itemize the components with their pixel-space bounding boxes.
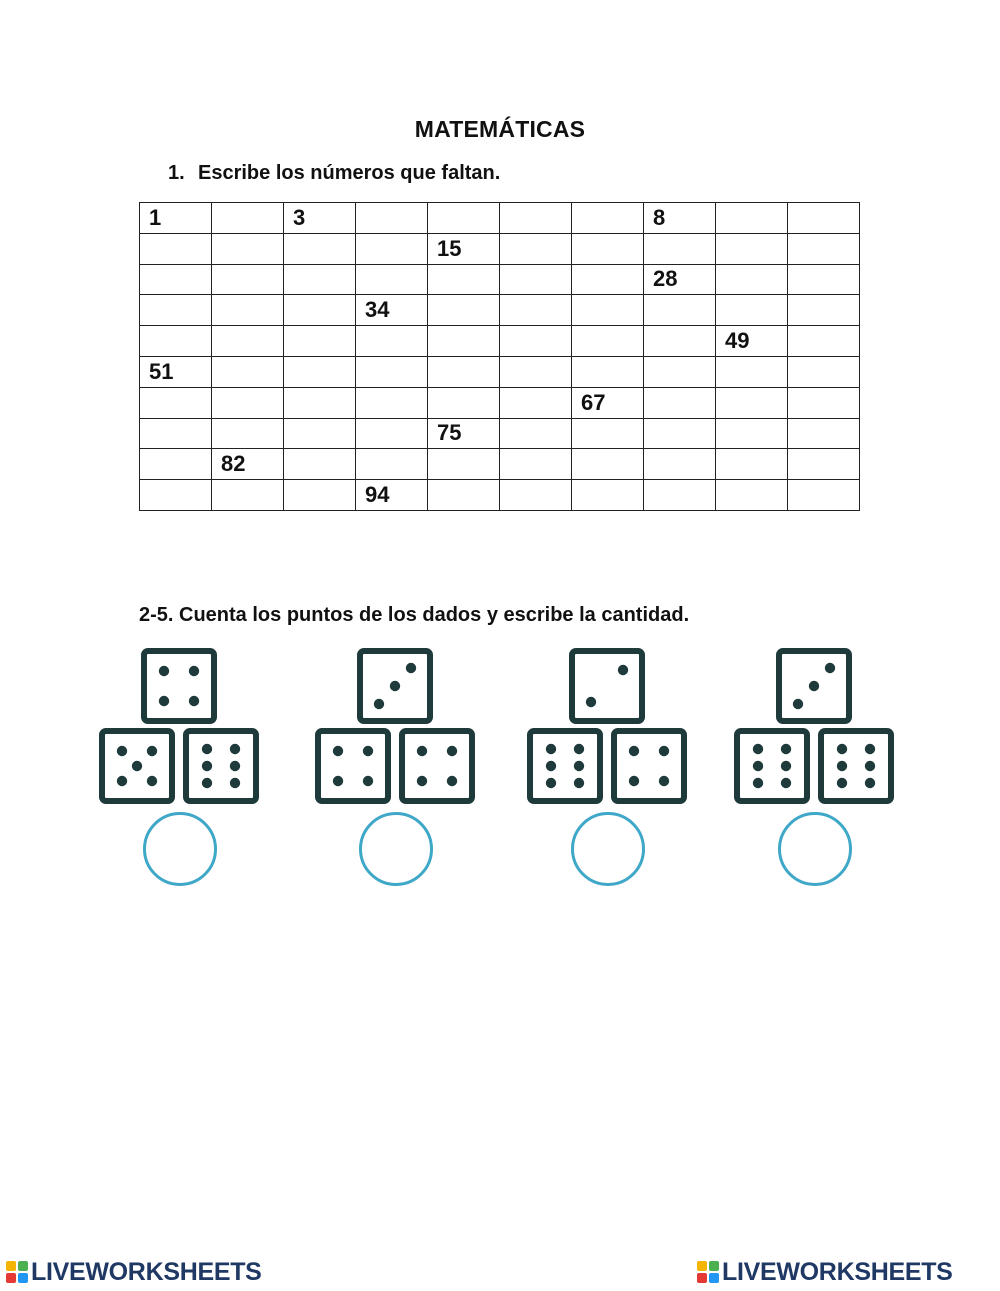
grid-cell-blank[interactable] <box>284 387 356 418</box>
logo-blocks-icon <box>697 1261 719 1283</box>
die-pip <box>417 746 427 756</box>
grid-cell-blank[interactable] <box>284 449 356 480</box>
logo-block <box>709 1273 719 1283</box>
die-bottom-right <box>183 728 259 804</box>
die-pip <box>793 699 803 709</box>
grid-cell-blank[interactable] <box>212 356 284 387</box>
die-pip <box>865 744 875 754</box>
grid-row <box>140 449 860 480</box>
grid-row <box>140 295 860 326</box>
die-pip <box>825 663 835 673</box>
die-face-icon <box>740 734 804 798</box>
dice-group-3 <box>315 648 479 890</box>
die-pip <box>447 776 457 786</box>
die-face-icon <box>147 654 211 718</box>
grid-cell-blank[interactable] <box>788 295 860 326</box>
grid-cell-blank[interactable] <box>140 418 212 449</box>
grid-row <box>140 326 860 357</box>
die-top <box>357 648 433 724</box>
die-face-icon <box>321 734 385 798</box>
grid-cell-blank[interactable] <box>644 449 716 480</box>
grid-cell-blank[interactable] <box>212 326 284 357</box>
die-pip <box>781 761 791 771</box>
grid-cell-blank[interactable] <box>284 264 356 295</box>
die-pip <box>230 761 240 771</box>
logo-block <box>6 1273 16 1283</box>
die-bottom-left <box>99 728 175 804</box>
die-pip <box>363 776 373 786</box>
grid-cell-given: 3 <box>284 203 356 234</box>
grid-cell-blank[interactable] <box>356 418 428 449</box>
grid-cell-given: 28 <box>644 264 716 295</box>
grid-cell-blank[interactable] <box>572 418 644 449</box>
grid-cell-blank[interactable] <box>500 449 572 480</box>
grid-cell-blank[interactable] <box>284 295 356 326</box>
grid-cell-blank[interactable] <box>428 356 500 387</box>
die-pip <box>230 744 240 754</box>
die-face-icon <box>105 734 169 798</box>
logo-block <box>18 1261 28 1271</box>
die-pip <box>390 681 400 691</box>
grid-cell-blank[interactable] <box>716 418 788 449</box>
die-face-icon <box>617 734 681 798</box>
grid-cell-blank[interactable] <box>572 480 644 511</box>
die-face-icon <box>782 654 846 718</box>
grid-cell-blank[interactable] <box>644 295 716 326</box>
liveworksheets-logo-left <box>6 1258 262 1286</box>
grid-cell-blank[interactable] <box>500 203 572 234</box>
die-pip <box>837 778 847 788</box>
question-2-heading: 2-5. Cuenta los puntos de los dados y escribe la cantidad. <box>139 604 690 626</box>
grid-cell-blank[interactable] <box>212 233 284 264</box>
die-pip <box>117 776 127 786</box>
die-pip <box>417 776 427 786</box>
answer-circle-input[interactable] <box>143 812 217 886</box>
grid-cell-blank[interactable] <box>356 449 428 480</box>
grid-row <box>140 233 860 264</box>
hundreds-grid <box>139 202 860 511</box>
grid-cell-blank[interactable] <box>716 264 788 295</box>
logo-block <box>6 1261 16 1271</box>
grid-cell-blank[interactable] <box>716 233 788 264</box>
question-1-number: 1. <box>168 162 185 184</box>
grid-cell-blank[interactable] <box>716 356 788 387</box>
grid-cell-blank[interactable] <box>356 356 428 387</box>
grid-cell-given: 82 <box>212 449 284 480</box>
grid-cell-blank[interactable] <box>356 326 428 357</box>
grid-cell-blank[interactable] <box>500 326 572 357</box>
die-pip <box>865 761 875 771</box>
grid-row <box>140 387 860 418</box>
die-bottom-right <box>818 728 894 804</box>
die-pip <box>374 699 384 709</box>
grid-cell-blank[interactable] <box>212 480 284 511</box>
die-pip <box>333 746 343 756</box>
grid-cell-blank[interactable] <box>572 326 644 357</box>
grid-cell-blank[interactable] <box>644 356 716 387</box>
die-pip <box>574 778 584 788</box>
page-title: MATEMÁTICAS <box>414 116 586 142</box>
grid-cell-blank[interactable] <box>788 264 860 295</box>
die-pip <box>363 746 373 756</box>
grid-row <box>140 356 860 387</box>
grid-cell-blank[interactable] <box>644 418 716 449</box>
grid-cell-blank[interactable] <box>788 480 860 511</box>
grid-cell-given: 49 <box>716 326 788 357</box>
die-pip <box>189 696 199 706</box>
grid-cell-given: 51 <box>140 356 212 387</box>
grid-cell-blank[interactable] <box>212 203 284 234</box>
die-bottom-right <box>611 728 687 804</box>
grid-row <box>140 203 860 234</box>
grid-cell-blank[interactable] <box>212 295 284 326</box>
grid-cell-blank[interactable] <box>572 203 644 234</box>
die-pip <box>546 761 556 771</box>
answer-circle-input[interactable] <box>778 812 852 886</box>
grid-cell-blank[interactable] <box>500 480 572 511</box>
grid-cell-blank[interactable] <box>284 356 356 387</box>
die-pip <box>147 746 157 756</box>
grid-cell-given: 34 <box>356 295 428 326</box>
die-bottom-left <box>315 728 391 804</box>
grid-cell-blank[interactable] <box>428 295 500 326</box>
dice-group-5 <box>734 648 898 890</box>
die-pip <box>659 776 669 786</box>
grid-cell-blank[interactable] <box>140 449 212 480</box>
logo-blocks-icon <box>6 1261 28 1283</box>
logo-text: LIVEWORKSHEETS <box>722 1257 953 1286</box>
die-pip <box>406 663 416 673</box>
logo-text: LIVEWORKSHEETS <box>31 1257 262 1286</box>
grid-cell-blank[interactable] <box>428 387 500 418</box>
question-1-text: Escribe los números que faltan. <box>198 162 501 184</box>
grid-cell-blank[interactable] <box>644 480 716 511</box>
die-pip <box>586 697 596 707</box>
grid-cell-blank[interactable] <box>644 326 716 357</box>
grid-cell-blank[interactable] <box>500 295 572 326</box>
die-pip <box>837 744 847 754</box>
die-pip <box>574 761 584 771</box>
liveworksheets-logo-right <box>697 1258 953 1286</box>
grid-cell-blank[interactable] <box>500 264 572 295</box>
grid-cell-blank[interactable] <box>716 387 788 418</box>
grid-cell-blank[interactable] <box>428 264 500 295</box>
grid-cell-blank[interactable] <box>500 233 572 264</box>
dice-group-4 <box>527 648 691 890</box>
logo-block <box>697 1273 707 1283</box>
logo-block <box>709 1261 719 1271</box>
grid-cell-blank[interactable] <box>788 203 860 234</box>
grid-cell-given: 15 <box>428 233 500 264</box>
grid-cell-blank[interactable] <box>788 418 860 449</box>
die-pip <box>659 746 669 756</box>
die-bottom-right <box>399 728 475 804</box>
die-pip <box>837 761 847 771</box>
grid-cell-blank[interactable] <box>212 418 284 449</box>
grid-cell-blank[interactable] <box>788 326 860 357</box>
grid-cell-given: 75 <box>428 418 500 449</box>
grid-cell-given: 94 <box>356 480 428 511</box>
grid-cell-blank[interactable] <box>428 480 500 511</box>
die-pip <box>189 666 199 676</box>
die-pip <box>546 744 556 754</box>
grid-cell-given: 67 <box>572 387 644 418</box>
grid-cell-blank[interactable] <box>356 264 428 295</box>
die-pip <box>753 778 763 788</box>
grid-cell-blank[interactable] <box>788 387 860 418</box>
die-bottom-left <box>734 728 810 804</box>
grid-cell-blank[interactable] <box>500 418 572 449</box>
grid-cell-blank[interactable] <box>428 203 500 234</box>
grid-cell-blank[interactable] <box>572 449 644 480</box>
die-pip <box>202 744 212 754</box>
grid-cell-blank[interactable] <box>788 449 860 480</box>
grid-cell-blank[interactable] <box>572 264 644 295</box>
grid-row <box>140 264 860 295</box>
dice-group-2 <box>99 648 263 890</box>
grid-cell-blank[interactable] <box>284 326 356 357</box>
grid-cell-blank[interactable] <box>500 387 572 418</box>
die-pip <box>147 776 157 786</box>
die-pip <box>230 778 240 788</box>
grid-cell-blank[interactable] <box>140 387 212 418</box>
die-pip <box>809 681 819 691</box>
grid-cell-blank[interactable] <box>716 480 788 511</box>
grid-cell-given: 1 <box>140 203 212 234</box>
grid-cell-blank[interactable] <box>212 264 284 295</box>
die-face-icon <box>533 734 597 798</box>
answer-circle-input[interactable] <box>571 812 645 886</box>
grid-cell-blank[interactable] <box>716 203 788 234</box>
die-top <box>776 648 852 724</box>
die-pip <box>333 776 343 786</box>
grid-cell-blank[interactable] <box>716 295 788 326</box>
die-face-icon <box>363 654 427 718</box>
grid-cell-blank[interactable] <box>788 356 860 387</box>
die-face-icon <box>575 654 639 718</box>
die-face-icon <box>189 734 253 798</box>
grid-cell-blank[interactable] <box>284 233 356 264</box>
grid-cell-blank[interactable] <box>500 356 572 387</box>
die-pip <box>202 761 212 771</box>
die-pip <box>546 778 556 788</box>
die-top <box>569 648 645 724</box>
die-pip <box>117 746 127 756</box>
die-pip <box>753 761 763 771</box>
grid-cell-blank[interactable] <box>716 449 788 480</box>
grid-cell-blank[interactable] <box>140 233 212 264</box>
die-pip <box>753 744 763 754</box>
grid-row <box>140 480 860 511</box>
grid-cell-blank[interactable] <box>788 233 860 264</box>
die-pip <box>159 696 169 706</box>
grid-cell-blank[interactable] <box>356 387 428 418</box>
grid-cell-blank[interactable] <box>428 326 500 357</box>
die-pip <box>202 778 212 788</box>
die-pip <box>781 744 791 754</box>
grid-row <box>140 418 860 449</box>
grid-cell-blank[interactable] <box>644 387 716 418</box>
die-face-icon <box>405 734 469 798</box>
grid-cell-blank[interactable] <box>212 387 284 418</box>
grid-cell-blank[interactable] <box>140 480 212 511</box>
die-pip <box>159 666 169 676</box>
grid-cell-blank[interactable] <box>356 203 428 234</box>
die-pip <box>781 778 791 788</box>
die-top <box>141 648 217 724</box>
question-1-heading <box>168 162 500 185</box>
grid-cell-blank[interactable] <box>284 418 356 449</box>
grid-cell-blank[interactable] <box>140 264 212 295</box>
die-pip <box>865 778 875 788</box>
die-bottom-left <box>527 728 603 804</box>
grid-cell-given: 8 <box>644 203 716 234</box>
die-pip <box>629 776 639 786</box>
grid-cell-blank[interactable] <box>140 295 212 326</box>
grid-cell-blank[interactable] <box>572 356 644 387</box>
grid-cell-blank[interactable] <box>356 233 428 264</box>
answer-circle-input[interactable] <box>359 812 433 886</box>
die-pip <box>447 746 457 756</box>
grid-cell-blank[interactable] <box>428 449 500 480</box>
grid-cell-blank[interactable] <box>572 295 644 326</box>
grid-cell-blank[interactable] <box>572 233 644 264</box>
die-pip <box>618 665 628 675</box>
die-pip <box>629 746 639 756</box>
grid-cell-blank[interactable] <box>284 480 356 511</box>
die-face-icon <box>824 734 888 798</box>
grid-cell-blank[interactable] <box>644 233 716 264</box>
logo-block <box>697 1261 707 1271</box>
grid-cell-blank[interactable] <box>140 326 212 357</box>
die-pip <box>132 761 142 771</box>
die-pip <box>574 744 584 754</box>
logo-block <box>18 1273 28 1283</box>
